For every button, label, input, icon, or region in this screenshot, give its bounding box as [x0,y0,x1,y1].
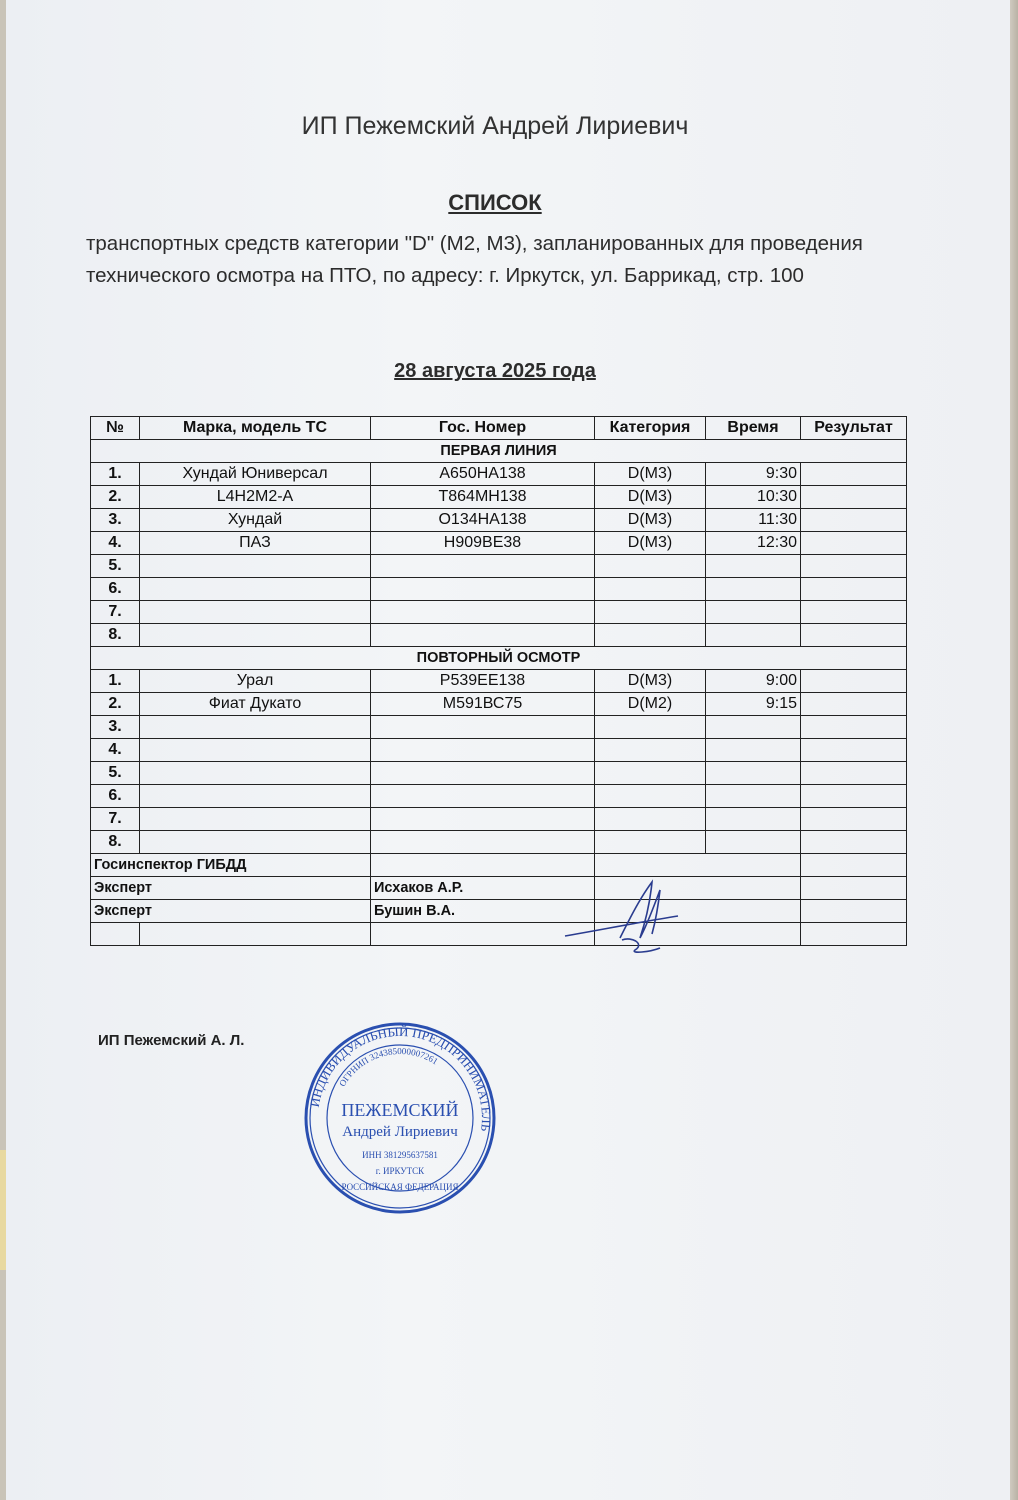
table-row [91,555,907,578]
cell-plate [371,624,595,647]
cell-plate [371,785,595,808]
cell-category [595,762,706,785]
cell-category [595,601,706,624]
table-row [91,486,907,509]
cell-plate [371,716,595,739]
table-row [91,716,907,739]
cell-number: 2. [91,486,140,509]
cell-time [706,831,801,854]
cell-plate: Р539ЕЕ138 [371,670,595,693]
cell-model: ПАЗ [140,532,371,555]
cell-model [140,762,371,785]
stamp-ring-text: ИНДИВИДУАЛЬНЫЙ ПРЕДПРИНИМАТЕЛЬ [306,1023,495,1133]
cell-model [140,785,371,808]
document-date: 28 августа 2025 года [394,360,596,382]
signature-extra-cell [801,900,907,923]
cell-time [706,762,801,785]
cell-category [595,624,706,647]
column-header: Марка, модель ТС [140,417,371,440]
signature-role: Эксперт [91,877,371,900]
cell-time [706,739,801,762]
stamp-inn: ИНН 381295637581 [362,1150,438,1160]
cell-time: 9:30 [706,463,801,486]
cell-category [595,555,706,578]
table-row [91,762,907,785]
cell-time [706,785,801,808]
signature-row [91,900,907,923]
cell-time: 12:30 [706,532,801,555]
empty-cell [91,923,140,946]
table-row [91,670,907,693]
section-row-repeat-inspection [91,647,907,670]
signature-role: Эксперт [91,900,371,923]
table-row [91,578,907,601]
cell-plate: А650НА138 [371,463,595,486]
stamp-city: г. ИРКУТСК [375,1166,425,1176]
cell-result [801,509,907,532]
document-heading: СПИСОК [448,190,542,215]
cell-model: L4H2M2-A [140,486,371,509]
table-row [91,808,907,831]
table-row [91,509,907,532]
cell-result [801,532,907,555]
signature-scribble [560,878,690,958]
signature-name: Исхаков А.Р. [371,877,595,900]
stamp-country: РОССИЙСКАЯ ФЕДЕРАЦИЯ [341,1182,459,1192]
cell-category [595,831,706,854]
cell-plate: Н909ВЕ38 [371,532,595,555]
column-header: Гос. Номер [371,417,595,440]
table-row [91,739,907,762]
signature-cell [595,854,801,877]
cell-category: D(М3) [595,532,706,555]
cell-result [801,831,907,854]
section-title: ПОВТОРНЫЙ ОСМОТР [91,647,907,670]
table-row [91,624,907,647]
cell-time [706,716,801,739]
cell-model [140,555,371,578]
signature-extra-cell [801,854,907,877]
cell-category [595,578,706,601]
cell-number: 6. [91,578,140,601]
cell-number: 2. [91,693,140,716]
cell-category: D(М3) [595,509,706,532]
section-title: ПЕРВАЯ ЛИНИЯ [91,440,907,463]
cell-result [801,624,907,647]
cell-result [801,739,907,762]
cell-number: 6. [91,785,140,808]
column-header: Время [706,417,801,440]
cell-time [706,601,801,624]
cell-model: Урал [140,670,371,693]
cell-number: 5. [91,555,140,578]
cell-result [801,463,907,486]
cell-number: 3. [91,716,140,739]
signature-role: Госинспектор ГИБДД [91,854,371,877]
cell-model: Хундай [140,509,371,532]
empty-row [91,923,907,946]
cell-model: Хундай Юниверсал [140,463,371,486]
document-description: транспортных средств категории "D" (М2, М3), запланированных для проведения технического осмотра на ПТО, по адресу: г. Иркутск, ул. Баррикад, стр. 100 [86,232,863,287]
table-row [91,831,907,854]
empty-cell [140,923,371,946]
signature-extra-cell [801,877,907,900]
cell-plate [371,762,595,785]
column-header: Категория [595,417,706,440]
cell-category: D(М3) [595,486,706,509]
cell-plate [371,831,595,854]
cell-number: 4. [91,532,140,555]
cell-number: 1. [91,463,140,486]
cell-result [801,808,907,831]
cell-category [595,808,706,831]
cell-category: D(М2) [595,693,706,716]
cell-number: 1. [91,670,140,693]
signature-row [91,877,907,900]
cell-model [140,578,371,601]
cell-time: 10:30 [706,486,801,509]
cell-result [801,486,907,509]
cell-category [595,785,706,808]
cell-category: D(М3) [595,463,706,486]
cell-result [801,785,907,808]
cell-time [706,624,801,647]
column-header: Результат [801,417,907,440]
signature-name: Бушин В.А. [371,900,595,923]
cell-time [706,578,801,601]
stamp-name-2: Андрей Лириевич [342,1124,458,1140]
cell-number: 7. [91,808,140,831]
cell-result [801,555,907,578]
cell-plate: М591ВС75 [371,693,595,716]
stamp-name-1: ПЕЖЕМСКИЙ [341,1100,459,1120]
table-row [91,785,907,808]
signature-name [371,854,595,877]
table-row [91,532,907,555]
cell-plate [371,578,595,601]
cell-model [140,624,371,647]
cell-model [140,739,371,762]
cell-number: 7. [91,601,140,624]
cell-plate [371,601,595,624]
cell-number: 5. [91,762,140,785]
cell-number: 4. [91,739,140,762]
footer-signer: ИП Пежемский А. Л. [98,1032,245,1049]
company-title: ИП Пежемский Андрей Лириевич [301,112,689,140]
table-header-row [91,417,907,440]
cell-plate [371,555,595,578]
section-row-first-line [91,440,907,463]
cell-plate: О134НА138 [371,509,595,532]
cell-category [595,739,706,762]
table-row [91,693,907,716]
cell-time: 9:15 [706,693,801,716]
cell-number: 8. [91,624,140,647]
cell-model [140,808,371,831]
vehicle-table [90,416,907,946]
round-stamp [300,1018,500,1218]
empty-cell [801,923,907,946]
cell-time [706,555,801,578]
signature-row [91,854,907,877]
cell-time: 9:00 [706,670,801,693]
column-header: № [91,417,140,440]
cell-number: 3. [91,509,140,532]
cell-result [801,601,907,624]
stamp-ogrnip: ОГРНИП 324385000007261 [337,1045,440,1089]
cell-result [801,716,907,739]
cell-time: 11:30 [706,509,801,532]
cell-number: 8. [91,831,140,854]
cell-result [801,670,907,693]
cell-plate [371,808,595,831]
cell-plate [371,739,595,762]
cell-category [595,716,706,739]
cell-model [140,831,371,854]
table-row [91,601,907,624]
page-right-edge [1010,0,1018,1500]
cell-result [801,762,907,785]
table-row [91,463,907,486]
cell-model [140,601,371,624]
cell-time [706,808,801,831]
cell-result [801,693,907,716]
cell-result [801,578,907,601]
cell-category: D(М3) [595,670,706,693]
cell-plate: Т864МН138 [371,486,595,509]
cell-model: Фиат Дукато [140,693,371,716]
cell-model [140,716,371,739]
